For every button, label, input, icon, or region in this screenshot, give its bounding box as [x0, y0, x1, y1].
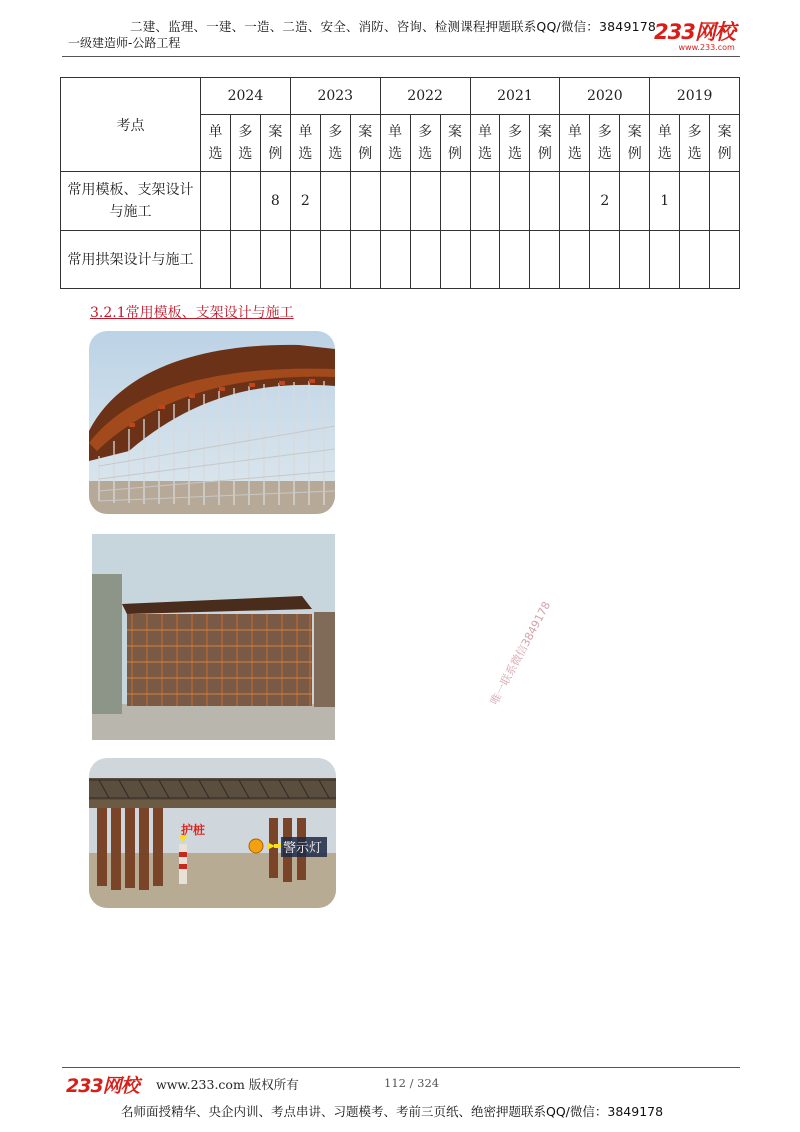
topic-cell: 常用拱架设计与施工: [61, 231, 201, 289]
question-type-header: 案例: [710, 115, 740, 172]
year-header: 2023: [290, 78, 380, 115]
header-subtitle: 一级建造师-公路工程: [68, 36, 181, 50]
table-cell: [380, 172, 410, 231]
table-row: [61, 172, 740, 231]
table-cell: [560, 231, 590, 289]
table-cell: [320, 172, 350, 231]
brand-logo: [654, 22, 735, 52]
table-cell: [590, 231, 620, 289]
question-type-header: 多选: [320, 115, 350, 172]
footer-copyright: www.233.com 版权所有: [156, 1077, 299, 1092]
section-heading-link[interactable]: 3.2.1常用模板、支架设计与施工: [90, 305, 294, 321]
table-cell: [350, 231, 380, 289]
page-indicator: 112 / 324: [384, 1076, 440, 1090]
table-cell: [710, 172, 740, 231]
table-cell: [201, 172, 231, 231]
table-cell: [500, 231, 530, 289]
exam-stats-table: [60, 77, 740, 289]
question-type-header: 多选: [590, 115, 620, 172]
table-cell: [620, 172, 650, 231]
year-header: 2019: [650, 78, 740, 115]
header-divider: [62, 56, 740, 57]
table-row: [61, 231, 740, 289]
question-type-header: 多选: [410, 115, 440, 172]
header-contact-line: 二建、监理、一建、一造、二造、安全、消防、咨询、检测课程押题联系QQ/微信：3849178: [130, 19, 657, 34]
question-type-header: 案例: [440, 115, 470, 172]
table-cell: [320, 231, 350, 289]
table-cell: 2: [590, 172, 620, 231]
question-type-header: 多选: [680, 115, 710, 172]
table-cell: [260, 231, 290, 289]
question-type-header: 单选: [650, 115, 680, 172]
table-cell: [620, 231, 650, 289]
question-type-header: 多选: [500, 115, 530, 172]
formwork-scaffold-photo: [89, 331, 335, 514]
topic-header: 考点: [61, 78, 201, 172]
table-cell: [230, 172, 260, 231]
year-header: 2024: [201, 78, 291, 115]
footer-brand-logo: 233网校: [66, 1075, 139, 1097]
table-cell: [530, 231, 560, 289]
table-cell: 2: [290, 172, 320, 231]
year-header: 2021: [470, 78, 560, 115]
question-type-header: 单选: [380, 115, 410, 172]
box-girder-scaffold-photo: [92, 534, 335, 740]
question-type-header: 单选: [470, 115, 500, 172]
table-cell: [440, 231, 470, 289]
table-cell: [410, 172, 440, 231]
table-cell: [201, 231, 231, 289]
question-type-header: 案例: [260, 115, 290, 172]
question-type-header: 多选: [230, 115, 260, 172]
watermark-text: 唯一联系微信3849178: [487, 599, 554, 708]
bridge-pier-protection-photo: [89, 758, 336, 908]
question-type-header: 案例: [350, 115, 380, 172]
table-cell: 8: [260, 172, 290, 231]
footer-divider: [62, 1067, 740, 1068]
table-cell: [230, 231, 260, 289]
table-cell: [470, 172, 500, 231]
question-type-header: 单选: [290, 115, 320, 172]
question-type-header: 单选: [201, 115, 231, 172]
footer-contact-line: 名师面授精华、央企内训、考点串讲、习题模考、考前三页纸、绝密押题联系QQ/微信：3849178: [121, 1104, 664, 1119]
table-cell: [530, 172, 560, 231]
table-cell: [290, 231, 320, 289]
table-cell: [350, 172, 380, 231]
brand-logo-text: 233网校: [654, 20, 735, 44]
table-cell: [560, 172, 590, 231]
year-header: 2020: [560, 78, 650, 115]
question-type-header: 案例: [530, 115, 560, 172]
table-cell: [470, 231, 500, 289]
table-cell: [410, 231, 440, 289]
topic-cell: 常用模板、支架设计与施工: [61, 172, 201, 231]
question-type-header: 单选: [560, 115, 590, 172]
table-cell: [380, 231, 410, 289]
table-cell: [680, 231, 710, 289]
question-type-header: 案例: [620, 115, 650, 172]
table-cell: [710, 231, 740, 289]
year-header: 2022: [380, 78, 470, 115]
table-cell: 1: [650, 172, 680, 231]
guard-pile-label: 护桩: [181, 823, 206, 837]
table-cell: [680, 172, 710, 231]
warning-light-label: 警示灯: [283, 841, 323, 856]
table-cell: [440, 172, 470, 231]
table-cell: [500, 172, 530, 231]
brand-logo-url: www.233.com: [678, 43, 735, 52]
table-cell: [650, 231, 680, 289]
